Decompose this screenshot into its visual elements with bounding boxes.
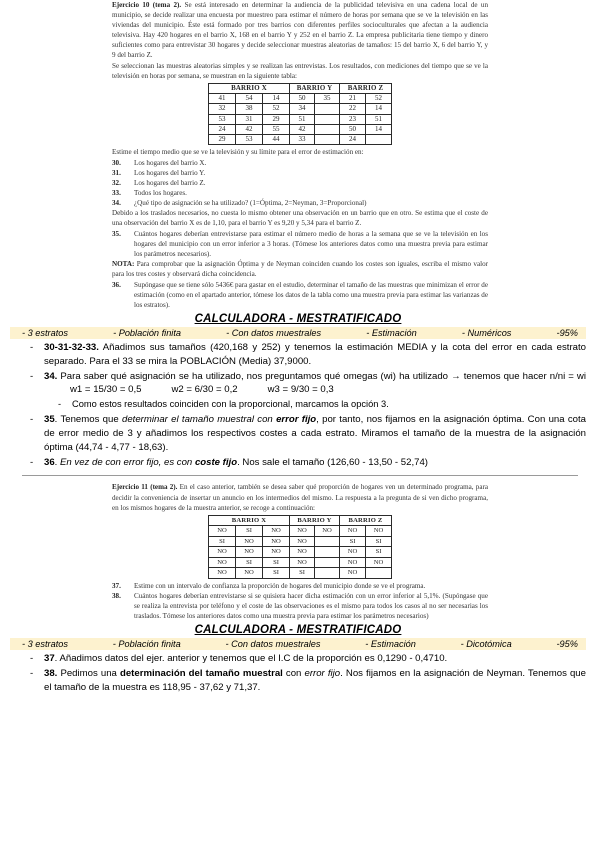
item-number: 37.	[112, 581, 121, 590]
table-row	[209, 104, 392, 114]
item-number: 33.	[112, 188, 121, 197]
cell: 29	[263, 114, 290, 124]
cell: 33	[290, 135, 315, 145]
exercise-10-intro2: Se seleccionan las muestras aleatorias simples y se realizan las entrevistas. Los resultados, con mediciones del tiempo que se ve la televisión en horas por semana, se muestran en la siguiente tabla:	[112, 61, 488, 80]
cell: 42	[236, 124, 263, 134]
cell: NO	[263, 526, 290, 537]
section-divider-1	[22, 475, 578, 476]
cell: NO	[263, 547, 290, 558]
cell: SI	[290, 568, 315, 579]
table-row	[209, 94, 392, 104]
answer-text: Añadimos sus tamaños (420,168 y 252) y tenemos la estimación MEDIA y la cota del error en cada estrato separado. Para el 33 se mira la POBLACIÓN (Media) 37,9000.	[44, 341, 586, 367]
item-number: 31.	[112, 168, 121, 177]
calculator-title-1: CALCULADORA - MESTRATIFICADO	[194, 312, 402, 325]
cell: 50	[340, 124, 366, 134]
item-text: Cuántos hogares deberían entrevistarse si se quisiera hacer dicha estimación con un error inferior al 5,1%. (Supóngase que se realiza la entrevista por teléfono y el coste de las observaciones es el mismo para todos los casos al no ser necesarias los traslados. Tómese los anteriores datos como una muestra previa para estimar los parámetros necesarios)	[134, 591, 488, 620]
cell: 52	[263, 104, 290, 114]
question-item-33	[112, 188, 488, 198]
table-header-row	[209, 515, 392, 526]
cell: NO	[290, 536, 315, 547]
answer-bold-1: error fijo	[276, 413, 317, 425]
cell: 42	[290, 124, 315, 134]
question-item-36	[112, 280, 488, 310]
answer-italic-1: En vez de con error fijo, es con	[60, 456, 195, 468]
answer-part-1: .	[54, 456, 61, 468]
answer-part-1: . Tenemos que	[54, 413, 122, 425]
question-item-30	[112, 158, 488, 168]
cell: NO	[209, 526, 236, 537]
answer-34-sub: - Como estos resultados coinciden con la proporcional, marcamos la opción 3.	[10, 398, 586, 411]
cell: SI	[366, 547, 392, 558]
item-text: Los hogares del barrio Y.	[134, 168, 206, 177]
header-barrio-y: BARRIO Y	[290, 515, 340, 526]
exercise-10-intro-text: Se está interesado en determinar la audiencia de la publicidad televisiva en una cadena local de un municipio, se decide realizar una encuesta por muestreo para estimar el número de horas por semana que se ve la televisión en las viviendas del municipio. Éste está formado por tres barrios con diferentes perfiles socioculturales que afectan a la audiencia televisiva. Hay 420 hogares en el barrio X, 168 en el barrio Y y 252 en el barrio Z. La empresa publicitaria tiene tiempo y dinero suficientes como para entrevistar 30 hogares y decide seleccionar muestras aleatorias de tamaños: 15 del barrio X, 6 del barrio Y, y 9 del barrio Z.	[112, 1, 489, 60]
question-item-35	[112, 229, 488, 259]
cell: 23	[340, 114, 366, 124]
question-item-38	[112, 591, 488, 621]
header-barrio-z: BARRIO Z	[340, 84, 392, 94]
cell: NO	[340, 557, 366, 568]
answer-bold-1: determinación del tamaño muestral	[119, 667, 283, 679]
calculator-block-2	[0, 624, 600, 695]
param-datos: - Con datos muestrales	[226, 327, 322, 338]
table-row	[209, 526, 392, 537]
cell: 31	[236, 114, 263, 124]
table-row	[209, 124, 392, 134]
cell: NO	[340, 526, 366, 537]
nota-text: Para comprobar que la asignación Óptima y de Neyman coinciden cuando los costes son iguales, escriba el mismo valor para los tres costes y observará dicha coincidencia.	[112, 259, 488, 278]
exercise-10-data-table	[208, 83, 392, 145]
cell	[315, 114, 340, 124]
param-estratos: - 3 estratos	[22, 638, 68, 649]
answer-37	[10, 652, 586, 666]
calculator-answers-2	[10, 652, 586, 695]
cell: NO	[236, 568, 263, 579]
table-row	[209, 135, 392, 145]
answer-label: 35	[44, 413, 55, 425]
cell: 52	[366, 94, 392, 104]
cell: 53	[236, 135, 263, 145]
item-number: 36.	[112, 280, 121, 289]
header-barrio-y: BARRIO Y	[290, 84, 340, 94]
cell: 14	[263, 94, 290, 104]
cell: NO	[236, 536, 263, 547]
cell: NO	[315, 526, 340, 537]
exercise-10-block	[0, 0, 600, 81]
cell: NO	[236, 547, 263, 558]
answer-36	[10, 456, 586, 470]
cell: NO	[290, 547, 315, 558]
answer-35	[10, 413, 586, 455]
exercise-10-heading: Ejercicio 10 (tema 2).	[112, 1, 182, 9]
nota-label: NOTA:	[112, 259, 135, 268]
calculator-answers-1	[10, 341, 586, 470]
answer-italic-1: error fijo	[304, 667, 341, 679]
cell: 54	[236, 94, 263, 104]
exercise-10-leadin: Estime el tiempo medio que se ve la televisión y su límite para el error de estimación en:	[112, 148, 364, 157]
answer-part-2: , por tanto, nos fijamos en la asignación óptima. Con una cota de error medio de 3 y añadimos los respectivos costes a cada estrato. Miramos el tamaño de la muestra de la asignación óptima (44,74 - 4,77 - 18,63).	[44, 413, 587, 453]
item-text: Cuántos hogares deberían entrevistarse para estimar el número medio de horas a la semana que se ve la televisión en los hogares del municipio con un error inferior a 3 horas. (Tómese los anteriores datos como una muestra previa para estimar los parámetros necesarios).	[134, 229, 488, 258]
cell: NO	[263, 536, 290, 547]
cell: 14	[366, 104, 392, 114]
cell: 50	[290, 94, 315, 104]
item-number: 38.	[112, 591, 121, 600]
exercise-10-costs-paragraph: Debido a los traslados necesarios, no cuesta lo mismo obtener una observación en un barrio que en otro. Se estima que el coste de una observación del barrio X es de 1,10, para el barrio Y es 9,20 y 5,34 para el barrio Z.	[112, 209, 488, 228]
exercise-11-intro	[112, 482, 488, 512]
cell	[315, 536, 340, 547]
answer-label: 34.	[44, 370, 58, 382]
cell: 55	[263, 124, 290, 134]
table-row	[209, 536, 392, 547]
cell: SI	[263, 557, 290, 568]
omega-w1: w1 = 15/30 = 0,5	[70, 384, 142, 396]
cell: 24	[209, 124, 236, 134]
param-estratos: - 3 estratos	[22, 327, 68, 338]
table-row	[209, 568, 392, 579]
param-estimacion: - Estimación	[366, 327, 417, 338]
cell: NO	[340, 547, 366, 558]
header-barrio-x: BARRIO X	[209, 84, 290, 94]
item-number: 35.	[112, 229, 121, 238]
exercise-10-nota	[112, 259, 488, 279]
cell: 44	[263, 135, 290, 145]
param-datos: - Con datos muestrales	[225, 638, 321, 649]
answer-30-33	[10, 341, 586, 369]
cell: NO	[366, 526, 392, 537]
item-text: Estime con un intervalo de confianza la proporción de hogares del municipio donde se ve el programa.	[134, 581, 426, 590]
cell: 51	[366, 114, 392, 124]
cell: SI	[236, 526, 263, 537]
cell: 41	[209, 94, 236, 104]
cell: SI	[236, 557, 263, 568]
cell: NO	[209, 557, 236, 568]
cell: 32	[209, 104, 236, 114]
cell: NO	[366, 557, 392, 568]
cell: SI	[340, 536, 366, 547]
cell: 53	[209, 114, 236, 124]
table-row	[209, 557, 392, 568]
answer-part-2: con	[282, 667, 305, 679]
calculator-params-2	[10, 638, 586, 650]
cell: NO	[290, 526, 315, 537]
answer-part-2: . Nos sale el tamaño (126,60 - 13,50 - 52,74)	[237, 456, 428, 468]
omega-w3: w3 = 9/30 = 0,3	[267, 384, 334, 396]
calculator-params-1	[10, 327, 586, 339]
calculator-title-2: CALCULADORA - MESTRATIFICADO	[194, 623, 402, 636]
cell: 21	[340, 94, 366, 104]
answer-label: 36	[44, 456, 55, 468]
answer-part-1: Pedimos una	[57, 667, 120, 679]
question-item-37	[112, 581, 488, 591]
cell: 38	[236, 104, 263, 114]
cell: 14	[366, 124, 392, 134]
param-poblacion: - Población finita	[112, 638, 181, 649]
param-confianza: -95%	[556, 638, 578, 649]
exercise-11-heading: Ejercicio 11 (tema 2).	[112, 483, 178, 492]
answer-label: 30-31-32-33.	[44, 341, 99, 353]
param-tipo: - Dicotómica	[460, 638, 512, 649]
omega-w2: w2 = 6/30 = 0,2	[171, 384, 238, 396]
cell: NO	[209, 568, 236, 579]
exercise-10-questions	[0, 147, 600, 310]
param-confianza: -95%	[556, 327, 578, 338]
cell: NO	[209, 547, 236, 558]
item-number: 34.	[112, 199, 121, 208]
cell	[315, 124, 340, 134]
answer-label: 38.	[44, 667, 58, 679]
cell: 29	[209, 135, 236, 145]
answer-34	[10, 370, 586, 398]
answer-text: . Añadimos datos del ejer. anterior y tenemos que el I.C de la proporción es 0,1290 - 0,4710.	[54, 652, 448, 664]
exercise-11-questions	[0, 581, 600, 621]
answer-38	[10, 667, 586, 695]
cell: SI	[366, 536, 392, 547]
item-number: 30.	[112, 158, 121, 167]
cell: NO	[340, 568, 366, 579]
exercise-11-table-wrap	[0, 515, 600, 579]
cell	[366, 568, 392, 579]
answer-label: 37	[44, 652, 55, 664]
cell	[315, 557, 340, 568]
answer-italic-1: determinar el tamaño muestral con	[122, 413, 277, 425]
cell	[366, 135, 392, 145]
item-text: Supóngase que se tiene sólo 5436€ para gastar en el estudio, determinar el tamaño de las muestras que minimizan el error de estimación (como en el apartado anterior, tómese los datos de la tabla como una muestra previa para estimar las varianzas de los estratos).	[134, 280, 488, 309]
cell: SI	[209, 536, 236, 547]
question-item-34	[112, 198, 488, 208]
param-poblacion: - Población finita	[113, 327, 182, 338]
answer-part-3: . Nos fijamos en la asignación de Neyman. Tenemos que el tamaño de la muestra es 118,95 - 37,62 y 71,37.	[44, 667, 586, 693]
table-header-row	[209, 84, 392, 94]
calculator-block-1	[0, 313, 600, 470]
table-row	[209, 114, 392, 124]
exercise-11-data-table	[208, 515, 392, 579]
exercise-11-intro-text: En el caso anterior, también se desea saber qué proporción de hogares ven un determinado programa, para decidir la conveniencia de insertar un anuncio en los intermedios del mismo. La respuesta a la pregunta de si ven dicho programa, en los mismos hogares de la muestra anterior, se recoge a continuación:	[112, 483, 488, 512]
cell: 24	[340, 135, 366, 145]
question-item-31	[112, 168, 488, 178]
cell: 51	[290, 114, 315, 124]
exercise-10-table-wrap	[0, 83, 600, 145]
cell: 35	[315, 94, 340, 104]
exercise-11-block	[0, 482, 600, 512]
cell	[315, 135, 340, 145]
item-number: 32.	[112, 178, 121, 187]
cell	[315, 104, 340, 114]
question-item-32	[112, 178, 488, 188]
header-barrio-x: BARRIO X	[209, 515, 290, 526]
item-text: Todos los hogares.	[134, 188, 187, 197]
header-barrio-z: BARRIO Z	[340, 515, 392, 526]
cell: NO	[290, 557, 315, 568]
param-estimacion: - Estimación	[365, 638, 416, 649]
cell: SI	[263, 568, 290, 579]
cell	[315, 547, 340, 558]
item-text: Los hogares del barrio Z.	[134, 178, 206, 187]
cell: 22	[340, 104, 366, 114]
cell	[315, 568, 340, 579]
exercise-10-intro	[112, 0, 488, 60]
table-row	[209, 547, 392, 558]
item-text: ¿Qué tipo de asignación se ha utilizado? (1=Óptima, 2=Neyman, 3=Proporcional)	[134, 199, 367, 208]
answer-bold-1: coste fijo	[194, 456, 238, 468]
param-tipo: - Numéricos	[461, 327, 512, 338]
item-text: Los hogares del barrio X.	[134, 158, 207, 167]
answer-text: Para saber qué asignación se ha utilizado, nos preguntamos qué omegas (wi) ha utilizado → tenemos que hacer n/ni = wi	[57, 370, 586, 382]
cell: 34	[290, 104, 315, 114]
